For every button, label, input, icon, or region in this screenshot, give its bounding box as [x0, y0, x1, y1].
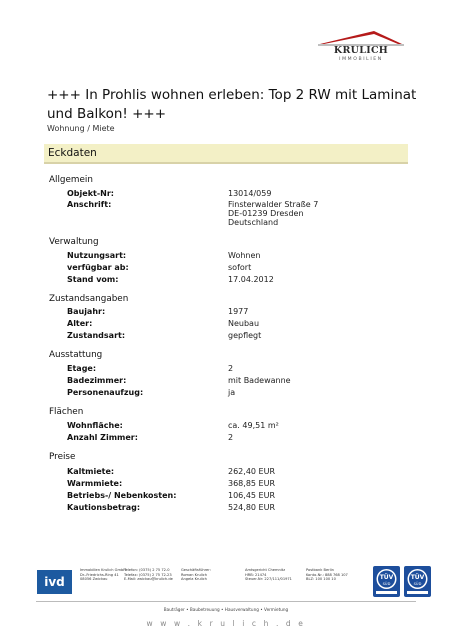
- footer-tax: Steuer-Nr: 227/111/01971: [245, 577, 292, 582]
- footer-bank-name: Postbank Berlin: [306, 568, 334, 572]
- label-kaltmiete: Kaltmiete:: [67, 467, 115, 476]
- group-title-flaechen: Flächen: [49, 407, 84, 417]
- group-title-preise: Preise: [49, 452, 76, 462]
- value-kaltmiete: 262,40 EUR: [228, 467, 276, 476]
- label-kautionsbetrag: Kautionsbetrag:: [67, 503, 141, 512]
- label-warmmiete: Warmmiete:: [67, 479, 123, 488]
- footer-management-title: Geschäftsführer:: [181, 568, 211, 572]
- label-nutzungsart: Nutzungsart:: [67, 251, 127, 260]
- value-baujahr: 1977: [228, 307, 249, 316]
- value-anschrift-street: Finsterwalder Straße 7: [228, 200, 319, 209]
- listing-subtitle: Wohnung / Miete: [47, 124, 115, 133]
- value-nebenkosten: 106,45 EUR: [228, 491, 276, 500]
- label-anzahl-zimmer: Anzahl Zimmer:: [67, 433, 138, 442]
- label-objekt-nr: Objekt-Nr:: [67, 189, 114, 198]
- footer-registry: [245, 568, 292, 582]
- label-badezimmer: Badezimmer:: [67, 376, 127, 385]
- group-title-verwaltung: Verwaltung: [49, 237, 99, 247]
- footer-court: Amtsgericht Chemnitz: [245, 568, 286, 572]
- footer-fax: Telefax: (0375) 2 75 72-23: [124, 572, 172, 577]
- label-stand-vom: Stand vom:: [67, 275, 119, 284]
- value-personenaufzug: ja: [228, 388, 236, 397]
- label-verfuegbar-ab: verfügbar ab:: [67, 263, 129, 272]
- footer-hrb: HRB: 21474: [245, 572, 267, 577]
- value-nutzungsart: Wohnen: [228, 251, 261, 260]
- footer-phone: Telefon: (0375) 2 75 72-0: [124, 568, 170, 572]
- section-header: [44, 144, 408, 164]
- tuv-seal-icon: [373, 566, 400, 597]
- value-anschrift-country: Deutschland: [228, 218, 279, 227]
- value-warmmiete: 368,85 EUR: [228, 479, 276, 488]
- footer-company-name: Immobilien Krulich GmbH: [80, 568, 126, 572]
- label-wohnflaeche: Wohnfläche:: [67, 421, 123, 430]
- label-personenaufzug: Personenaufzug:: [67, 388, 144, 397]
- footer-bank: [306, 568, 348, 582]
- value-stand-vom: 17.04.2012: [228, 275, 274, 284]
- tuv-seal-icon: [404, 566, 431, 597]
- value-badezimmer: mit Badewanne: [228, 376, 291, 385]
- group-title-ausstattung: Ausstattung: [49, 350, 103, 360]
- label-etage: Etage:: [67, 364, 97, 373]
- group-title-zustandsangaben: Zustandsangaben: [49, 294, 129, 304]
- value-objekt-nr: 13014/059: [228, 189, 272, 198]
- value-wohnflaeche: ca. 49,51 m²: [228, 421, 279, 430]
- value-alter: Neubau: [228, 319, 260, 328]
- footer-company: [80, 568, 126, 582]
- tuv-seal-label: TÜV: [379, 574, 394, 581]
- brand-sub: IMMOBILIEN: [339, 57, 383, 62]
- footer-divider: [36, 601, 416, 602]
- footer-manager-2: Angela Krulich: [181, 577, 207, 582]
- value-zustandsart: gepflegt: [228, 331, 262, 340]
- label-baujahr: Baujahr:: [67, 307, 106, 316]
- value-etage: 2: [228, 364, 234, 373]
- tuv-seal-sub: SÜD: [382, 582, 391, 586]
- footer-company-street: Dr.-Friedrichs-Ring 41: [80, 572, 119, 577]
- value-anzahl-zimmer: 2: [228, 433, 234, 442]
- footer-manager-1: Roman Krulich: [181, 572, 208, 577]
- group-title-allgemein: Allgemein: [49, 175, 93, 185]
- tuv-seal-label: TÜV: [410, 574, 425, 581]
- label-nebenkosten: Betriebs-/ Nebenkosten:: [67, 491, 177, 500]
- footer-company-city: 08056 Zwickau: [80, 577, 108, 582]
- tuv-seal-sub: SÜD: [413, 582, 422, 586]
- label-anschrift: Anschrift:: [67, 200, 112, 209]
- house-roof-icon: [318, 30, 404, 46]
- footer-services: Bauträger • Baubetreuung • Hausverwaltung • Vermietung: [163, 607, 289, 612]
- listing-title: +++ In Prohlis wohnen erleben: Top 2 RW mit Laminat und Balkon! +++: [47, 87, 417, 122]
- brand-name: KRULICH: [333, 45, 389, 56]
- footer-website: w w w . k r u l i c h . d e: [146, 619, 306, 628]
- value-verfuegbar-ab: sofort: [228, 263, 252, 272]
- footer-management: [181, 568, 211, 582]
- footer-bank-blz: BLZ: 100 100 10: [306, 577, 336, 582]
- footer-contact: [124, 568, 173, 582]
- value-kautionsbetrag: 524,80 EUR: [228, 503, 276, 512]
- company-logo: [318, 30, 404, 64]
- label-zustandsart: Zustandsart:: [67, 331, 126, 340]
- footer-bank-account: Konto-Nr.: 888 768 107: [306, 572, 348, 577]
- label-alter: Alter:: [67, 319, 93, 328]
- section-title: Eckdaten: [48, 147, 97, 159]
- footer-email: E-Mail: zwickau@krulich.de: [124, 577, 173, 582]
- ivd-logo: ivd: [37, 570, 72, 594]
- value-anschrift-city: DE-01239 Dresden: [228, 209, 304, 218]
